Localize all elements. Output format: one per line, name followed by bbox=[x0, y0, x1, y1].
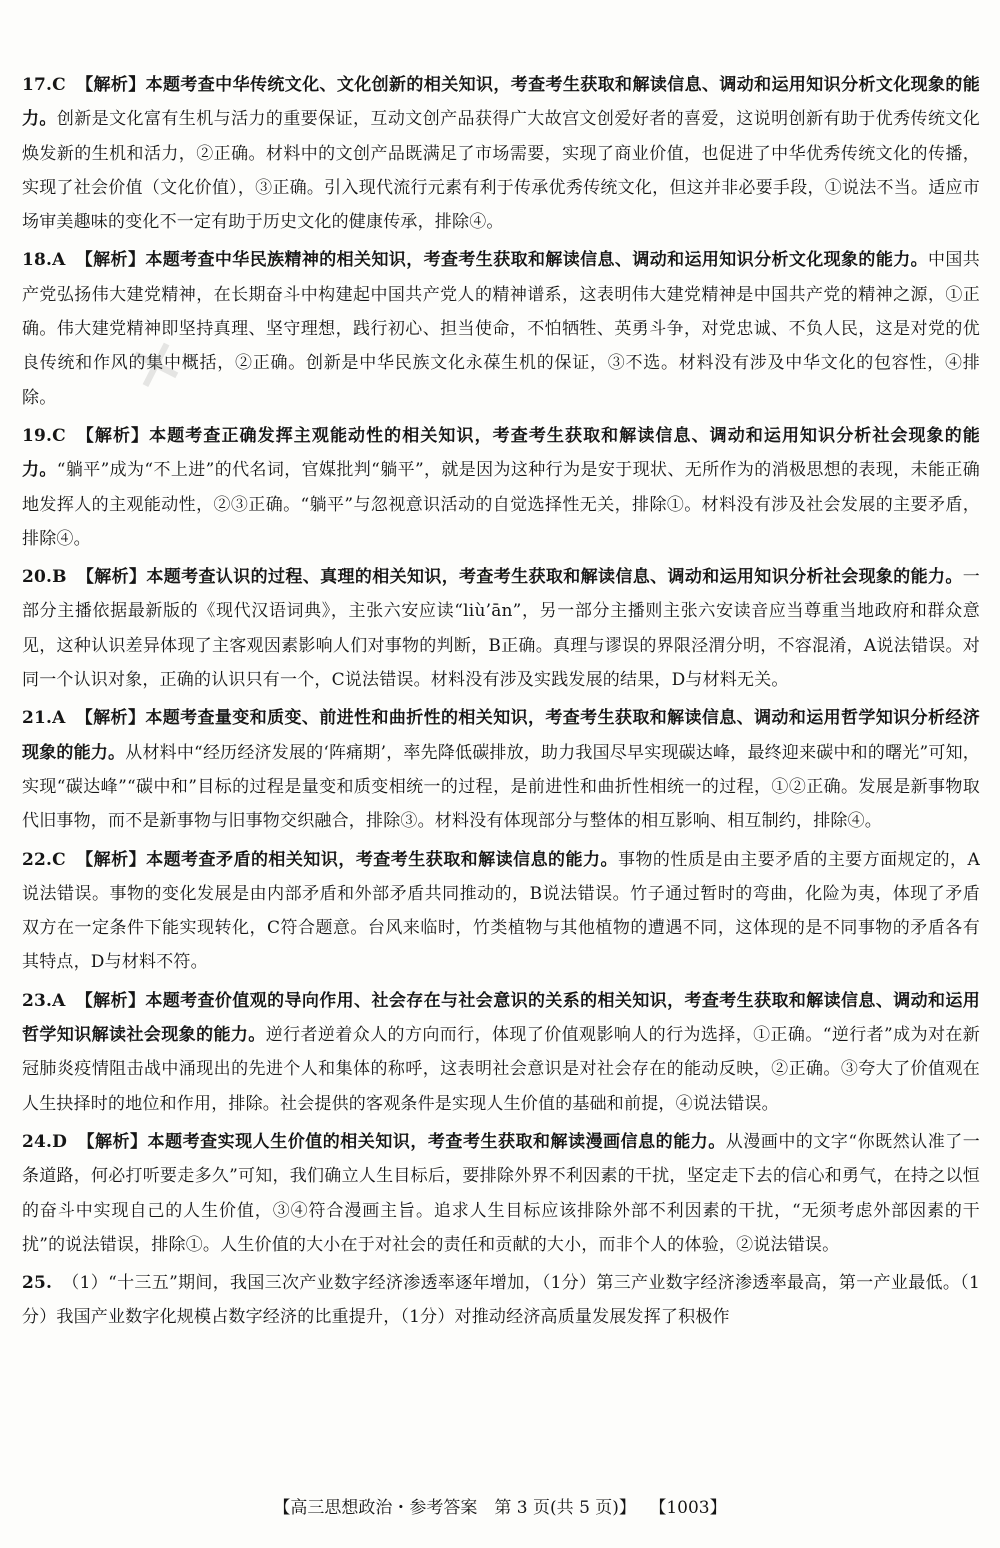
analysis-tag: 【解析】 bbox=[77, 1131, 148, 1152]
analysis-body: （1）“十三五”期间，我国三次产业数字经济渗透率逐年增加，（1分）第三产业数字经济渗透率最高，第一产业最低。（1分）我国产业数字化规模占数字经济的比重提升，（1分）对推动经济高质量发展发挥了积极作 bbox=[22, 1273, 980, 1328]
analysis-tag: 【解析】 bbox=[75, 425, 150, 446]
analysis-body: “躺平”成为“不上进”的代名词，官媒批判“躺平”，就是因为这种行为是安于现状、无所作为的消极思想的表现，未能正确地发挥人的主观能动性，②③正确。“躺平”与忽视意识活动的自觉选择性无关，排除①。材料没有涉及社会发展的主要矛盾，排除④。 bbox=[22, 460, 980, 549]
answer-item bbox=[22, 1125, 980, 1262]
answer-item bbox=[22, 243, 980, 414]
analysis-lead: 本题考查矛盾的相关知识，考查考生获取和解读信息的能力。 bbox=[146, 849, 618, 870]
answer-number: 21.A bbox=[22, 708, 66, 729]
analysis-body: 中国共产党弘扬伟大建党精神，在长期奋斗中构建起中国共产党人的精神谱系，这表明伟大建党精神是中国共产党的精神之源，①正确。伟大建党精神即坚持真理、坚守理想，践行初心、担当使命，不怕牺牲、英勇斗争，对党忠诚、不负人民，这是对党的优良传统和作风的集中概括，②正确。创新是中华民族文化永葆生机的保证，③不选。材料没有涉及中华文化的包容性，④排除。 bbox=[22, 250, 980, 408]
analysis-lead: 本题考查中华传统文化、文化创新的相关知识，考查考生获取和解读信息、调动和运用知识分析文化现象的能力。 bbox=[22, 75, 980, 130]
answer-number: 25. bbox=[22, 1273, 53, 1294]
analysis-tag: 【解析】 bbox=[75, 250, 146, 271]
answer-item bbox=[22, 68, 980, 239]
answer-list bbox=[22, 68, 980, 1339]
analysis-lead: 本题考查量变和质变、前进性和曲折性的相关知识，考查考生获取和解读信息、调动和运用哲学知识分析经济现象的能力。 bbox=[22, 708, 980, 763]
analysis-tag: 【解析】 bbox=[76, 567, 147, 588]
answer-item bbox=[22, 560, 980, 697]
analysis-body: 从材料中“经历经济发展的‘阵痛期’，率先降低碳排放，助力我国尽早实现碳达峰，最终迎来碳中和的曙光”可知，实现“碳达峰”“碳中和”目标的过程是量变和质变相统一的过程，是前进性和曲折性相统一的过程，①②正确。发展是新事物取代旧事物，而不是新事物与旧事物交织融合，排除③。材料没有体现部分与整体的相互影响、相互制约，排除④。 bbox=[22, 742, 981, 832]
analysis-lead: 本题考查认识的过程、真理的相关知识，考查考生获取和解读信息、调动和运用知识分析社会现象的能力。 bbox=[146, 567, 963, 588]
answer-number: 18.A bbox=[22, 250, 66, 271]
analysis-tag: 【解析】 bbox=[75, 708, 146, 729]
answer-number: 19.C bbox=[22, 425, 66, 446]
answer-item bbox=[22, 701, 980, 838]
analysis-body: 从漫画中的文字“你既然认准了一条道路，何必打听要走多久”可知，我们确立人生目标后，要排除外界不利因素的干扰，坚定走下去的信心和勇气，在持之以恒的奋斗中实现自己的人生价值，③④符合漫画主旨。追求人生目标应该排除外部不利因素的干扰，“无须考虑外部因素的干扰”的说法错误，排除①。人生价值的大小在于对社会的责任和贡献的大小，而非个人的体验，②说法错误。 bbox=[22, 1131, 980, 1255]
analysis-tag: 【解析】 bbox=[75, 990, 146, 1011]
answer-item bbox=[22, 984, 980, 1121]
answer-number: 23.A bbox=[22, 990, 66, 1011]
analysis-body: 事物的性质是由主要矛盾的主要方面规定的，A说法错误。事物的变化发展是由内部矛盾和外部矛盾共同推动的，B说法错误。竹子通过暂时的弯曲，化险为夷，体现了矛盾双方在一定条件下能实现转化，C符合题意。台风来临时，竹类植物与其他植物的遭遇不同，这体现的是不同事物的矛盾各有其特点，D与材料不符。 bbox=[22, 849, 980, 973]
watermark: ✕ bbox=[119, 323, 194, 411]
analysis-body: 一部分主播依据最新版的《现代汉语词典》，主张六安应读“liù’ān”，另一部分主播则主张六安读音应当尊重当地政府和群众意见，这种认识差异体现了主客观因素影响人们对事物的判断，B正确。真理与谬误的界限泾渭分明，不容混淆，A说法错误。对同一个认识对象，正确的认识只有一个，C说法错误。材料没有涉及实践发展的结果，D与材料无关。 bbox=[22, 567, 980, 691]
answer-item bbox=[22, 419, 980, 556]
analysis-body: 创新是文化富有生机与活力的重要保证，互动文创产品获得广大故宫文创爱好者的喜爱，这说明创新有助于优秀传统文化焕发新的生机和活力，②正确。材料中的文创产品既满足了市场需要，实现了商业价值，也促进了中华优秀传统文化的传播，实现了社会价值（文化价值），③正确。引入现代流行元素有利于传承优秀传统文化，但这并非必要手段，①说法不当。适应市场审美趣味的变化不一定有助于历史文化的健康传承，排除④。 bbox=[22, 109, 980, 233]
page-footer bbox=[0, 1493, 1000, 1518]
footer-code: 【1003】 bbox=[649, 1498, 727, 1518]
answer-number: 24.D bbox=[22, 1131, 68, 1152]
analysis-body: 逆行者逆着众人的方向而行，体现了价值观影响人的行为选择，①正确。“逆行者”成为对在新冠肺炎疫情阻击战中涌现出的先进个人和集体的称呼，这表明社会意识是对社会存在的能动反映，②正确。③夸大了价值观在人生抉择时的地位和作用，排除。社会提供的客观条件是实现人生价值的基础和前提，④说法错误。 bbox=[22, 1025, 980, 1114]
analysis-tag: 【解析】 bbox=[75, 75, 146, 95]
analysis-lead: 本题考查实现人生价值的相关知识，考查考生获取和解读漫画信息的能力。 bbox=[147, 1131, 726, 1152]
analysis-lead: 本题考查中华民族精神的相关知识，考查考生获取和解读信息、调动和运用知识分析文化现象的能力。 bbox=[145, 250, 928, 271]
analysis-lead: 本题考查价值观的导向作用、社会存在与社会意识的关系的相关知识，考查考生获取和解读信息、调动和运用哲学知识解读社会现象的能力。 bbox=[22, 990, 980, 1046]
answer-item bbox=[22, 843, 980, 980]
answer-number: 20.B bbox=[22, 567, 67, 588]
answer-number: 22.C bbox=[22, 849, 66, 870]
answer-item bbox=[22, 1266, 980, 1335]
answer-number: 17.C bbox=[22, 75, 66, 95]
analysis-tag: 【解析】 bbox=[75, 849, 147, 870]
analysis-lead: 本题考查正确发挥主观能动性的相关知识，考查考生获取和解读信息、调动和运用知识分析社会现象的能力。 bbox=[22, 425, 980, 481]
footer-label: 【高三思想政治・参考答案 第 3 页(共 5 页)】 bbox=[273, 1498, 636, 1518]
